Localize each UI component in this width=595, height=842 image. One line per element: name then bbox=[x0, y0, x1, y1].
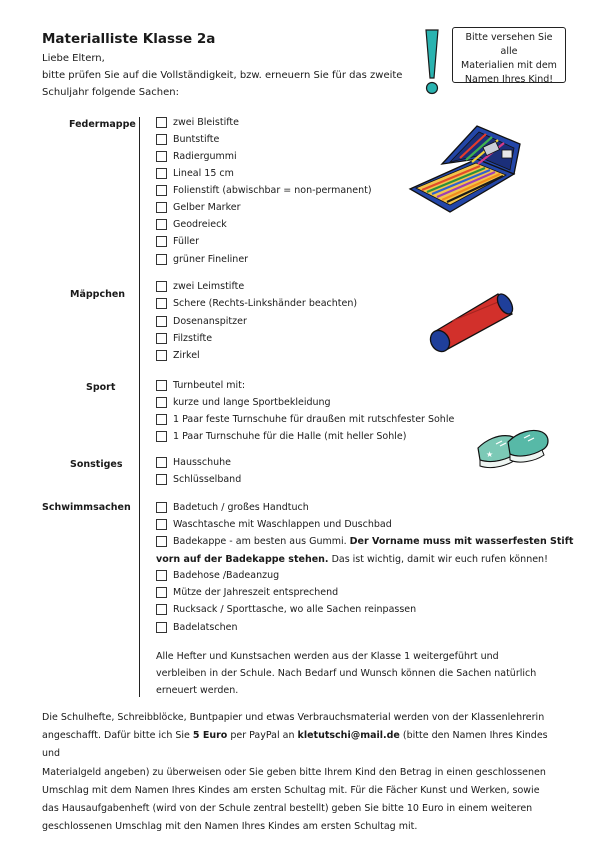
category-federmappe: Federmappe bbox=[69, 119, 136, 130]
checklist-item[interactable] bbox=[156, 587, 338, 598]
checklist-item[interactable] bbox=[156, 431, 406, 442]
checkbox[interactable] bbox=[156, 431, 167, 442]
checkbox[interactable] bbox=[156, 397, 167, 408]
checklist-item[interactable] bbox=[156, 117, 239, 128]
item-label: grüner Fineliner bbox=[173, 254, 249, 265]
item-label: Das ist wichtig, damit wir euch rufen können! bbox=[331, 554, 548, 565]
paragraph-line: Materialgeld angeben) zu überweisen oder Sie geben bitte Ihrem Kind den Betrag in einen geschlossenen bbox=[42, 766, 546, 778]
checkbox[interactable] bbox=[156, 202, 167, 213]
checklist-item[interactable] bbox=[156, 570, 279, 581]
checklist-item[interactable] bbox=[156, 474, 241, 485]
checklist-item[interactable] bbox=[156, 281, 244, 292]
note-line: Materialien mit dem bbox=[461, 60, 557, 71]
checkbox[interactable] bbox=[156, 236, 167, 247]
checkbox[interactable] bbox=[156, 298, 167, 309]
item-label-emphasis: vorn auf der Badekappe stehen. bbox=[156, 554, 329, 565]
item-label: Filzstifte bbox=[173, 333, 213, 344]
amount-emphasis: 5 Euro bbox=[192, 730, 228, 742]
reminder-note-box bbox=[452, 27, 566, 83]
checkbox[interactable] bbox=[156, 474, 167, 485]
item-label: Schlüsselband bbox=[173, 474, 242, 485]
checkbox[interactable] bbox=[156, 185, 167, 196]
page-title: Materialliste Klasse 2a bbox=[42, 31, 216, 47]
item-label: Füller bbox=[173, 236, 199, 247]
pencil-case-open-illustration bbox=[402, 114, 527, 224]
material-payment-paragraph bbox=[42, 709, 564, 836]
checklist-item[interactable] bbox=[156, 202, 240, 213]
checkbox[interactable] bbox=[156, 281, 167, 292]
paragraph-line: Die Schulhefte, Schreibblöcke, Buntpapier und etwas Verbrauchsmaterial werden von der Klassenlehrerin bbox=[42, 712, 545, 723]
hefter-note-line: Alle Hefter und Kunstsachen werden aus der Klasse 1 weitergeführt und bbox=[156, 651, 499, 662]
category-sport: Sport bbox=[86, 382, 116, 393]
checkbox[interactable] bbox=[156, 219, 167, 230]
item-label: Folienstift (abwischbar = non-permanent) bbox=[173, 185, 372, 196]
paragraph-line: geschlossenen Umschlag mit den Namen Ihres Kindes am ersten Schultag mit. bbox=[42, 821, 418, 833]
item-label: Hausschuhe bbox=[173, 457, 232, 468]
checkbox[interactable] bbox=[156, 316, 167, 327]
checklist-item[interactable] bbox=[156, 519, 392, 530]
item-label: Zirkel bbox=[173, 350, 200, 361]
item-label: Buntstifte bbox=[173, 134, 220, 145]
checkbox[interactable] bbox=[156, 380, 167, 391]
item-label: Gelber Marker bbox=[173, 202, 241, 213]
item-label: 1 Paar feste Turnschuhe für draußen mit rutschfester Sohle bbox=[173, 414, 455, 425]
checkbox[interactable] bbox=[156, 502, 167, 513]
item-label: Dosenanspitzer bbox=[173, 316, 247, 327]
checkbox[interactable] bbox=[156, 414, 167, 425]
checklist-item[interactable] bbox=[156, 254, 248, 265]
exclamation-icon bbox=[418, 27, 446, 97]
svg-text:★: ★ bbox=[486, 450, 494, 459]
checklist-item[interactable] bbox=[156, 236, 199, 247]
checklist-item[interactable] bbox=[156, 333, 212, 344]
checkbox[interactable] bbox=[156, 254, 167, 265]
item-label: Badelatschen bbox=[173, 622, 238, 633]
checklist-item-badekappe[interactable] bbox=[156, 536, 573, 547]
checkbox[interactable] bbox=[156, 333, 167, 344]
item-label: zwei Leimstifte bbox=[173, 281, 245, 292]
checkbox[interactable] bbox=[156, 134, 167, 145]
item-label: Lineal 15 cm bbox=[173, 168, 234, 179]
category-schwimmsachen: Schwimmsachen bbox=[42, 502, 131, 513]
paragraph-line: Umschlag mit dem Namen Ihres Kindes am ersten Schultag mit. Für die Fächer Kunst und Werken, sowie bbox=[42, 784, 540, 796]
item-label: Radiergummi bbox=[173, 151, 237, 162]
item-label: kurze und lange Sportbekleidung bbox=[173, 397, 331, 408]
item-label: Rucksack / Sporttasche, wo alle Sachen reinpassen bbox=[173, 604, 417, 615]
category-maeppchen: Mäppchen bbox=[70, 289, 126, 300]
checkbox[interactable] bbox=[156, 604, 167, 615]
checklist-item[interactable] bbox=[156, 298, 357, 309]
checkbox[interactable] bbox=[156, 536, 167, 547]
checklist-item[interactable] bbox=[156, 604, 416, 615]
checklist-item[interactable] bbox=[156, 168, 234, 179]
checklist-item[interactable] bbox=[156, 134, 219, 145]
checkbox[interactable] bbox=[156, 151, 167, 162]
sneakers-illustration bbox=[468, 420, 554, 476]
note-line: Namen Ihres Kind! bbox=[464, 74, 554, 85]
checklist-item[interactable] bbox=[156, 219, 227, 230]
hefter-note-line: verbleiben in der Schule. Nach Bedarf und Wunsch können die Sachen natürlich bbox=[156, 668, 537, 679]
checklist-item[interactable] bbox=[156, 380, 245, 391]
paragraph-text: (bitte den Namen Ihres Kindes und bbox=[42, 730, 548, 760]
checklist-item[interactable] bbox=[156, 457, 231, 468]
item-label: Badekappe - am besten aus Gummi. bbox=[173, 536, 347, 547]
checkbox[interactable] bbox=[156, 519, 167, 530]
checkbox[interactable] bbox=[156, 350, 167, 361]
pencil-roll-illustration bbox=[422, 288, 518, 354]
paragraph-line: das Hausaufgabenheft (wird von der Schule zentral bestellt) geben Sie bitte 10 Euro in einem weiteren bbox=[42, 803, 533, 815]
intro-greeting: Liebe Eltern, bbox=[42, 53, 105, 64]
item-label: Schere (Rechts-Linkshänder beachten) bbox=[173, 298, 358, 309]
item-label: 1 Paar Turnschuhe für die Halle (mit heller Sohle) bbox=[173, 431, 407, 442]
checkbox[interactable] bbox=[156, 622, 167, 633]
checklist-item[interactable] bbox=[156, 622, 237, 633]
item-label: Mütze der Jahreszeit entsprechend bbox=[173, 587, 339, 598]
checkbox[interactable] bbox=[156, 117, 167, 128]
item-label: Turnbeutel mit: bbox=[173, 380, 246, 391]
item-label: Badehose /Badeanzug bbox=[173, 570, 280, 581]
item-label: Geodreieck bbox=[173, 219, 227, 230]
checkbox[interactable] bbox=[156, 587, 167, 598]
hefter-note-line: erneuert werden. bbox=[156, 685, 239, 696]
item-label: Badetuch / großes Handtuch bbox=[173, 502, 309, 513]
section-divider bbox=[139, 117, 140, 697]
intro-line: Schuljahr folgende Sachen: bbox=[42, 87, 179, 98]
paragraph-text: angeschafft. Dafür bitte ich Sie bbox=[42, 730, 190, 742]
item-label: zwei Bleistifte bbox=[173, 117, 239, 128]
checklist-item[interactable] bbox=[156, 185, 372, 196]
checklist-item[interactable] bbox=[156, 502, 309, 513]
paypal-email[interactable]: kletutschi@mail.de bbox=[297, 730, 400, 742]
category-sonstiges: Sonstiges bbox=[70, 459, 123, 470]
item-label: Waschtasche mit Waschlappen und Duschbad bbox=[173, 519, 392, 530]
item-label-emphasis: Der Vorname muss mit wasserfesten Stift bbox=[349, 536, 574, 547]
checkbox[interactable] bbox=[156, 570, 167, 581]
intro-line: bitte prüfen Sie auf die Vollständigkeit, bzw. erneuern Sie für das zweite bbox=[42, 70, 403, 81]
paragraph-text: per PayPal an bbox=[230, 730, 295, 742]
checklist-item[interactable] bbox=[156, 414, 454, 425]
note-line: Bitte versehen Sie alle bbox=[465, 32, 553, 57]
checkbox[interactable] bbox=[156, 457, 167, 468]
checklist-item[interactable] bbox=[156, 397, 331, 408]
badekappe-continuation bbox=[156, 551, 548, 568]
checklist-item[interactable] bbox=[156, 316, 247, 327]
checklist-item[interactable] bbox=[156, 151, 237, 162]
checklist-item[interactable] bbox=[156, 350, 200, 361]
checkbox[interactable] bbox=[156, 168, 167, 179]
paragraph-line bbox=[42, 727, 564, 763]
